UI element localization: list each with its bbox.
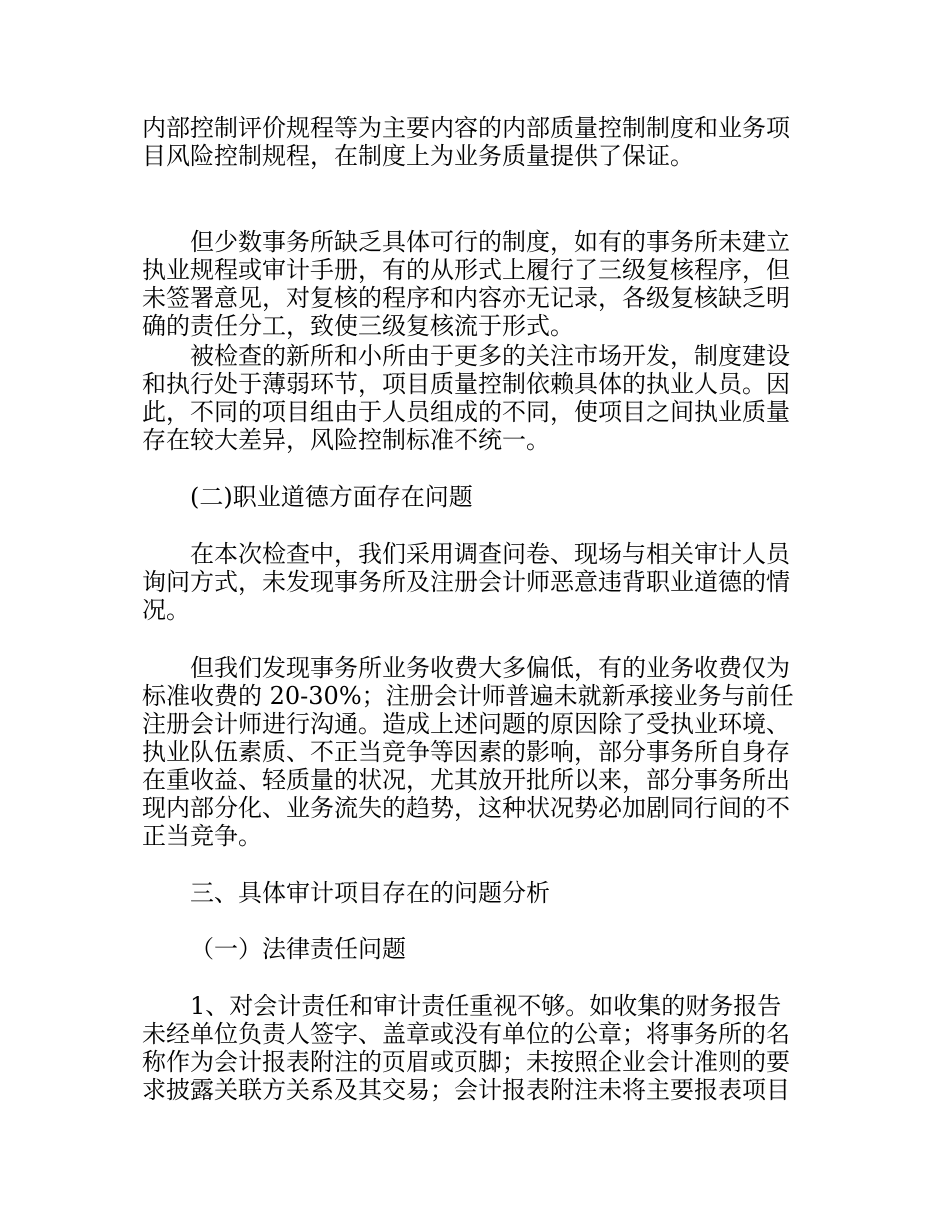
text-line: 目风险控制规程，在制度上为业务质量提供了保证。 [142,142,694,170]
text-line: 求披露关联方关系及其交易；会计报表附注未将主要报表项目 [142,1076,790,1104]
text-line: 执业规程或审计手册，有的从形式上履行了三级复核程序，但 [142,256,790,284]
paragraph-accounting-responsibility [142,992,814,1104]
text-line: 况。 [142,596,190,624]
text-line: 和执行处于薄弱环节，项目质量控制依赖具体的执业人员。因 [142,370,790,398]
text-line: 未签署意见，对复核的程序和内容亦无记录，各级复核缺乏明 [142,284,790,312]
paragraph-lack-of-system [142,228,814,340]
section-heading: 三、具体审计项目存在的问题分析 [190,879,550,907]
text-line: 标准收费的 20-30%；注册会计师普遍未就新承接业务与前任 [142,682,794,710]
text-line: 注册会计师进行沟通。造成上述问题的原因除了受执业环境、 [142,710,790,738]
paragraph-fees [142,654,814,850]
subsection-heading: （一）法律责任问题 [190,935,406,963]
text-line: 存在较大差异，风险控制标准不统一。 [142,426,550,454]
heading-audit-project-problems [142,879,814,907]
text-line: 但少数事务所缺乏具体可行的制度，如有的事务所未建立 [190,228,790,256]
section-heading: (二)职业道德方面存在问题 [190,483,473,511]
text-line: 未经单位负责人签字、盖章或没有单位的公章；将事务所的名 [142,1020,790,1048]
text-line: 执业队伍素质、不正当竞争等因素的影响，部分事务所自身存 [142,738,790,766]
text-line: 在重收益、轻质量的状况，尤其放开批所以来，部分事务所出 [142,766,790,794]
text-line: 被检查的新所和小所由于更多的关注市场开发，制度建设 [190,342,790,370]
text-line: 称作为会计报表附注的页眉或页脚；未按照企业会计准则的要 [142,1048,790,1076]
paragraph-internal-control [142,114,814,170]
text-line: 现内部分化、业务流失的趋势，这种状况势必加剧同行间的不 [142,794,790,822]
text-line: 确的责任分工，致使三级复核流于形式。 [142,312,574,340]
paragraph-inspection [142,540,814,624]
paragraph-new-small-firms [142,342,814,454]
text-line: 在本次检查中，我们采用调查问卷、现场与相关审计人员 [190,540,790,568]
heading-legal-liability [142,935,814,963]
text-line: 但我们发现事务所业务收费大多偏低，有的业务收费仅为 [190,654,790,682]
text-line: 1、对会计责任和审计责任重视不够。如收集的财务报告 [190,992,782,1020]
text-line: 询问方式，未发现事务所及注册会计师恶意违背职业道德的情 [142,568,790,596]
text-line: 内部控制评价规程等为主要内容的内部质量控制制度和业务项 [142,114,790,142]
heading-professional-ethics [142,483,814,511]
text-line: 正当竞争。 [142,822,262,850]
text-line: 此，不同的项目组由于人员组成的不同，使项目之间执业质量 [142,398,790,426]
